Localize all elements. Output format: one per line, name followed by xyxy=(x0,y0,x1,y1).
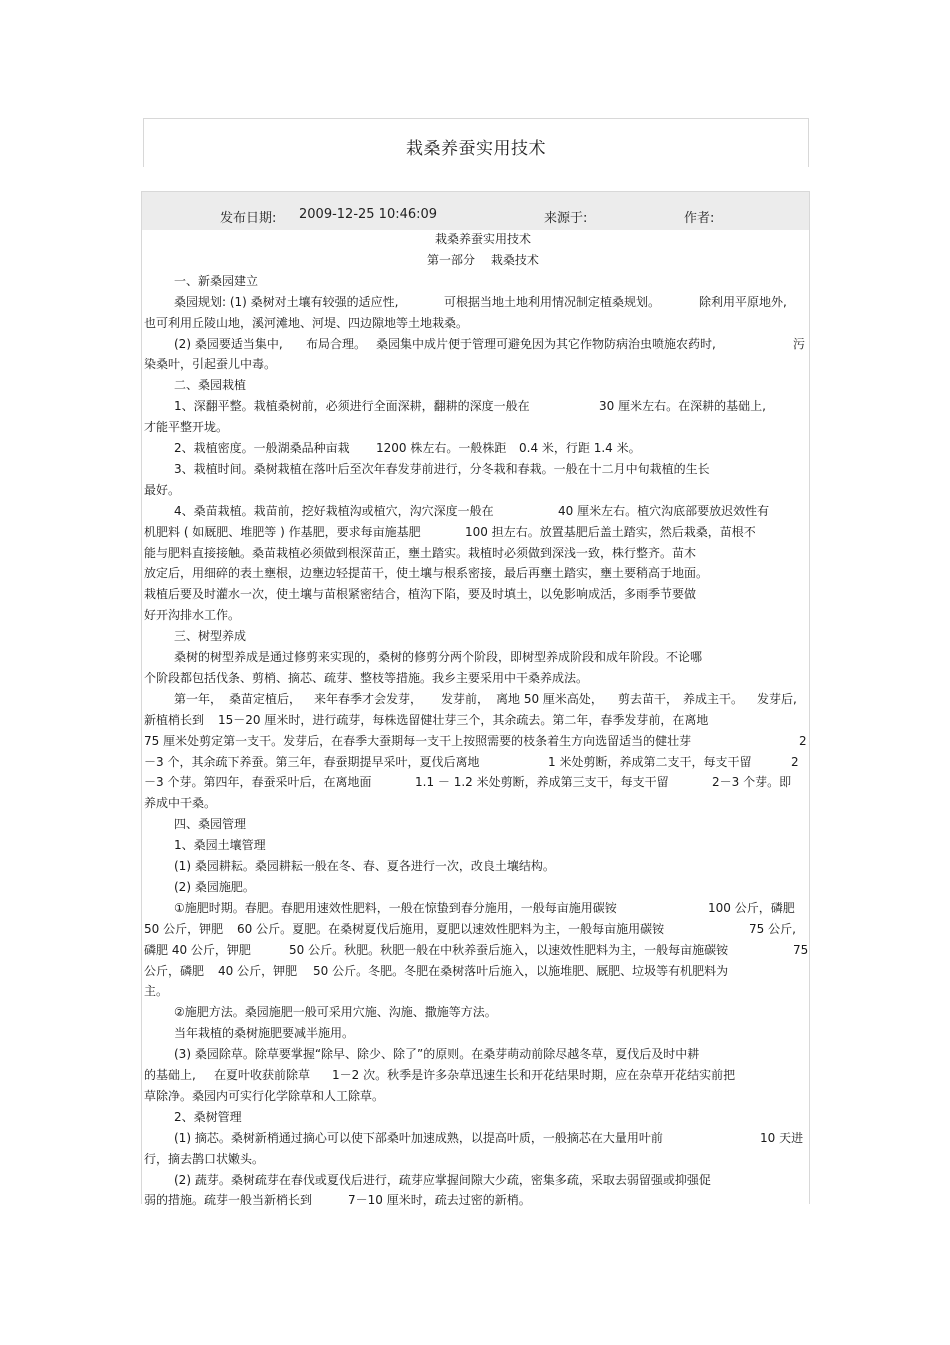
text-line xyxy=(142,981,809,1001)
text-segment: 桑园集中成片便于管理可避免因为其它作物防病治虫喷施农药时, xyxy=(376,336,716,351)
text-segment: (1) 桑园耕耘。桑园耕耘一般在冬、春、夏各进行一次，改良土壤结构。 xyxy=(174,859,555,873)
text-segment: 三、树型养成 xyxy=(174,629,247,644)
text-line xyxy=(142,1065,809,1085)
title-box xyxy=(143,118,809,167)
text-segment: 最好。 xyxy=(144,482,181,497)
text-line xyxy=(142,793,809,813)
text-line xyxy=(142,396,809,416)
text-segment: 40 公斤，钾肥 xyxy=(218,963,298,978)
text-segment: 100 公斤，磷肥 xyxy=(708,900,795,915)
text-segment: 养成中干桑。 xyxy=(144,796,217,811)
text-segment: ②施肥方法。桑园施肥一般可采用穴施、沟施、撒施等方法。 xyxy=(174,1005,497,1020)
text-segment: 污 xyxy=(793,336,806,351)
text-segment: 50 公斤。秋肥。秋肥一般在中秋养蚕后施入，以速效性肥料为主，一般每亩施碳铵 xyxy=(289,942,729,957)
text-segment: －3 个芽。第四年，春蚕采叶后，在离地面 xyxy=(144,775,372,790)
text-segment: 1、深翻平整。栽植桑树前，必须进行全面深耕，翻耕的深度一般在 xyxy=(174,399,530,414)
text-line xyxy=(142,898,809,918)
text-segment: 1、桑园土壤管理 xyxy=(174,838,266,853)
text-line xyxy=(142,710,809,730)
text-segment: 1 米处剪断，养成第二支干，每支干留 xyxy=(548,754,752,769)
text-segment: 桑树的树型养成是通过修剪来实现的，桑树的修剪分两个阶段，即树型养成阶段和成年阶段。不论哪 xyxy=(174,650,703,664)
article-body xyxy=(141,229,810,1208)
text-segment: 放定后，用细碎的表土壅根，边壅边轻提苗干，使土壤与根系密接，最后再壅土踏实，壅土要稍高于地面。 xyxy=(144,566,709,581)
text-segment: 栽植后要及时灌水一次，使土壤与苗根紧密结合，植沟下陷，要及时填土，以免影响成活，多雨季节要做 xyxy=(144,587,697,602)
text-segment: 能与肥料直接接触。桑苗栽植必须做到根深苗正，壅土踏实。栽植时必须做到深浅一致，株行整齐。苗木 xyxy=(144,545,697,560)
text-segment: 桑园规划: (1) 桑树对土壤有较强的适应性, xyxy=(174,294,399,309)
text-line xyxy=(142,354,809,374)
text-segment: 2 xyxy=(791,754,799,769)
text-segment: 40 厘米左右。植穴沟底部要放迟效性有 xyxy=(558,503,770,518)
text-segment: 公斤，磷肥 xyxy=(144,963,205,978)
text-line xyxy=(142,313,809,333)
text-segment: 1200 株左右。一般株距 xyxy=(376,441,507,455)
text-segment: 才能平整开垅。 xyxy=(144,420,229,435)
text-line xyxy=(142,647,809,667)
text-line xyxy=(142,522,809,542)
text-segment: 1.1 － 1.2 米处剪断，养成第三支干，每支干留 xyxy=(415,775,669,790)
text-segment: 当年栽植的桑树施肥要减半施用。 xyxy=(174,1026,355,1041)
text-line xyxy=(142,1044,809,1064)
text-segment: ①施肥时期。春肥。春肥用速效性肥料，一般在惊蛰到春分施用，一般每亩施用碳铵 xyxy=(174,900,617,915)
text-segment: 一、新桑园建立 xyxy=(174,273,259,288)
text-line xyxy=(142,334,809,354)
text-segment: －3 个，其余疏下养蚕。第三年，春蚕期提早采叶，夏伐后离地 xyxy=(144,754,480,769)
text-line xyxy=(142,731,809,751)
text-segment: 2、栽植密度。一般湖桑品种亩栽 xyxy=(174,441,350,455)
text-segment: (3) 桑园除草。除草要掌握“除早、除少、除了”的原则。在桑芽萌动前除尽越冬草，夏伐后及时中耕 xyxy=(174,1047,700,1062)
text-line xyxy=(142,271,809,291)
text-segment: 离地 50 厘米高处， xyxy=(496,691,603,706)
text-line xyxy=(142,772,809,792)
text-segment: 2 xyxy=(799,733,807,748)
text-line xyxy=(142,459,809,479)
text-segment: 100 担左右。放置基肥后盖土踏实，然后栽桑，苗根不 xyxy=(465,524,756,539)
text-segment: 好开沟排水工作。 xyxy=(144,608,241,623)
text-segment: 15－20 厘米时，进行疏芽，每株选留健壮芽三个，其余疏去。第二年，春季发芽前，在离地 xyxy=(218,712,709,727)
text-segment: 磷肥 40 公斤，钾肥 xyxy=(144,942,251,957)
text-line xyxy=(142,563,809,583)
text-segment: 1－2 次。秋季是许多杂草迅速生长和开花结果时期，应在杂草开花结实前把 xyxy=(332,1068,736,1082)
text-segment: 可根据当地土地利用情况制定植桑规划。 xyxy=(444,294,661,309)
text-segment: 行，摘去鹊口状嫩头。 xyxy=(144,1151,265,1166)
text-line xyxy=(142,919,809,939)
text-segment: (2) 桑园要适当集中, xyxy=(174,336,283,351)
text-segment: 50 公斤，钾肥 xyxy=(144,921,224,936)
text-line xyxy=(142,689,809,709)
source-label: 来源于: xyxy=(544,211,588,226)
text-segment: 也可利用丘陵山地，溪河滩地、河堤、四边隙地等土地栽桑。 xyxy=(144,315,469,330)
text-line xyxy=(142,605,809,625)
text-line xyxy=(142,1002,809,1022)
text-segment: 养成主干。 xyxy=(683,691,744,706)
text-line xyxy=(142,877,809,897)
text-line xyxy=(142,1023,809,1043)
text-line xyxy=(142,1086,809,1106)
text-line xyxy=(142,1170,809,1190)
text-segment: (2) 蔬芽。桑树疏芽在春伐或夏伐后进行，疏芽应掌握间隙大少疏，密集多疏，采取去弱留强或抑强促 xyxy=(174,1172,711,1187)
text-line xyxy=(142,961,809,981)
text-segment: 剪去苗干， xyxy=(618,691,679,706)
text-segment: 发芽前， xyxy=(441,691,490,706)
text-line xyxy=(142,940,809,960)
text-segment: 四、桑园管理 xyxy=(174,817,247,832)
publish-date-value: 2009-12-25 10:46:09 xyxy=(299,207,438,222)
text-segment: 10 天进 xyxy=(760,1130,804,1145)
text-segment: 4、桑苗栽植。栽苗前，挖好栽植沟或植穴，沟穴深度一般在 xyxy=(174,503,494,518)
text-segment: 个阶段都包括伐条、剪梢、摘芯、疏芽、整枝等措施。我乡主要采用中干桑养成法。 xyxy=(144,670,589,685)
text-segment: 发芽后, xyxy=(757,691,797,706)
text-line xyxy=(142,292,809,312)
text-line xyxy=(142,584,809,604)
text-segment: (2) 桑园施肥。 xyxy=(174,879,255,894)
text-line xyxy=(142,1128,809,1148)
text-segment: 60 公斤。夏肥。在桑树夏伐后施用，夏肥以速效性肥料为主，一般每亩施用碳铵 xyxy=(237,921,665,936)
text-line xyxy=(142,1107,809,1127)
text-segment: 75 公斤, xyxy=(749,921,796,936)
text-line xyxy=(142,1190,809,1210)
text-line xyxy=(142,814,809,834)
text-line xyxy=(142,229,809,249)
publish-date-label: 发布日期: xyxy=(220,211,277,226)
text-line xyxy=(142,626,809,646)
text-line xyxy=(142,835,809,855)
author-label: 作者: xyxy=(684,211,715,226)
text-segment: 75 xyxy=(793,942,809,957)
text-segment: 2、桑树管理 xyxy=(174,1109,242,1124)
page-title: 栽桑养蚕实用技术 xyxy=(406,139,546,159)
text-segment: 75 厘米处剪定第一支干。发芽后，在春季大蚕期每一支干上按照需要的枝条着生方向选留适当的健壮芽 xyxy=(144,733,692,748)
text-segment: 染桑叶，引起蚕儿中毒。 xyxy=(144,357,277,372)
text-line xyxy=(142,417,809,437)
text-line xyxy=(142,375,809,395)
text-segment: 第一部分 栽桑技术 xyxy=(427,252,539,267)
text-segment: 主。 xyxy=(144,984,169,999)
text-line xyxy=(142,752,809,772)
text-line xyxy=(142,250,809,270)
text-line xyxy=(142,438,809,458)
text-segment: 在夏叶收获前除草 xyxy=(214,1068,311,1082)
text-segment: 除利用平原地外, xyxy=(699,294,787,309)
text-segment: (1) 摘芯。桑树新梢通过摘心可以使下部桑叶加速成熟，以提高叶质，一般摘芯在大量用叶前 xyxy=(174,1130,663,1145)
text-segment: 弱的措施。疏芽一般当新梢长到 xyxy=(144,1193,313,1208)
text-line xyxy=(142,1149,809,1169)
text-segment: 桑苗定植后， xyxy=(229,691,302,706)
text-segment: 栽桑养蚕实用技术 xyxy=(435,232,532,246)
text-line xyxy=(142,543,809,563)
text-segment: 布局合理。 xyxy=(306,336,367,351)
text-segment: 50 公斤。冬肥。冬肥在桑树落叶后施入，以施堆肥、厩肥、垃圾等有机肥料为 xyxy=(313,963,729,978)
text-line xyxy=(142,480,809,500)
text-segment: 3、栽植时间。桑树栽植在落叶后至次年春发芽前进行，分冬栽和春栽。一般在十二月中旬栽植的生长 xyxy=(174,461,710,476)
text-segment: 2－3 个芽。即 xyxy=(712,775,792,790)
text-segment: 草除净。桑园内可实行化学除草和人工除草。 xyxy=(144,1088,385,1103)
text-line xyxy=(142,501,809,521)
article-meta-bar xyxy=(141,191,810,230)
text-segment: 0.4 米，行距 1.4 米。 xyxy=(519,441,641,455)
text-segment: 7－10 厘米时，疏去过密的新梢。 xyxy=(348,1193,531,1208)
text-segment: 二、桑园栽植 xyxy=(174,378,247,393)
text-segment: 新植梢长到 xyxy=(144,712,205,727)
text-segment: 来年春季才会发芽， xyxy=(314,691,423,706)
text-segment: 的基础上, xyxy=(144,1068,196,1082)
text-segment: 30 厘米左右。在深耕的基础上, xyxy=(599,399,766,414)
text-line xyxy=(142,668,809,688)
text-line xyxy=(142,856,809,876)
text-segment: 机肥料 ( 如厩肥、堆肥等 ) 作基肥，要求每亩施基肥 xyxy=(144,524,421,539)
text-segment: 第一年， xyxy=(174,691,223,706)
